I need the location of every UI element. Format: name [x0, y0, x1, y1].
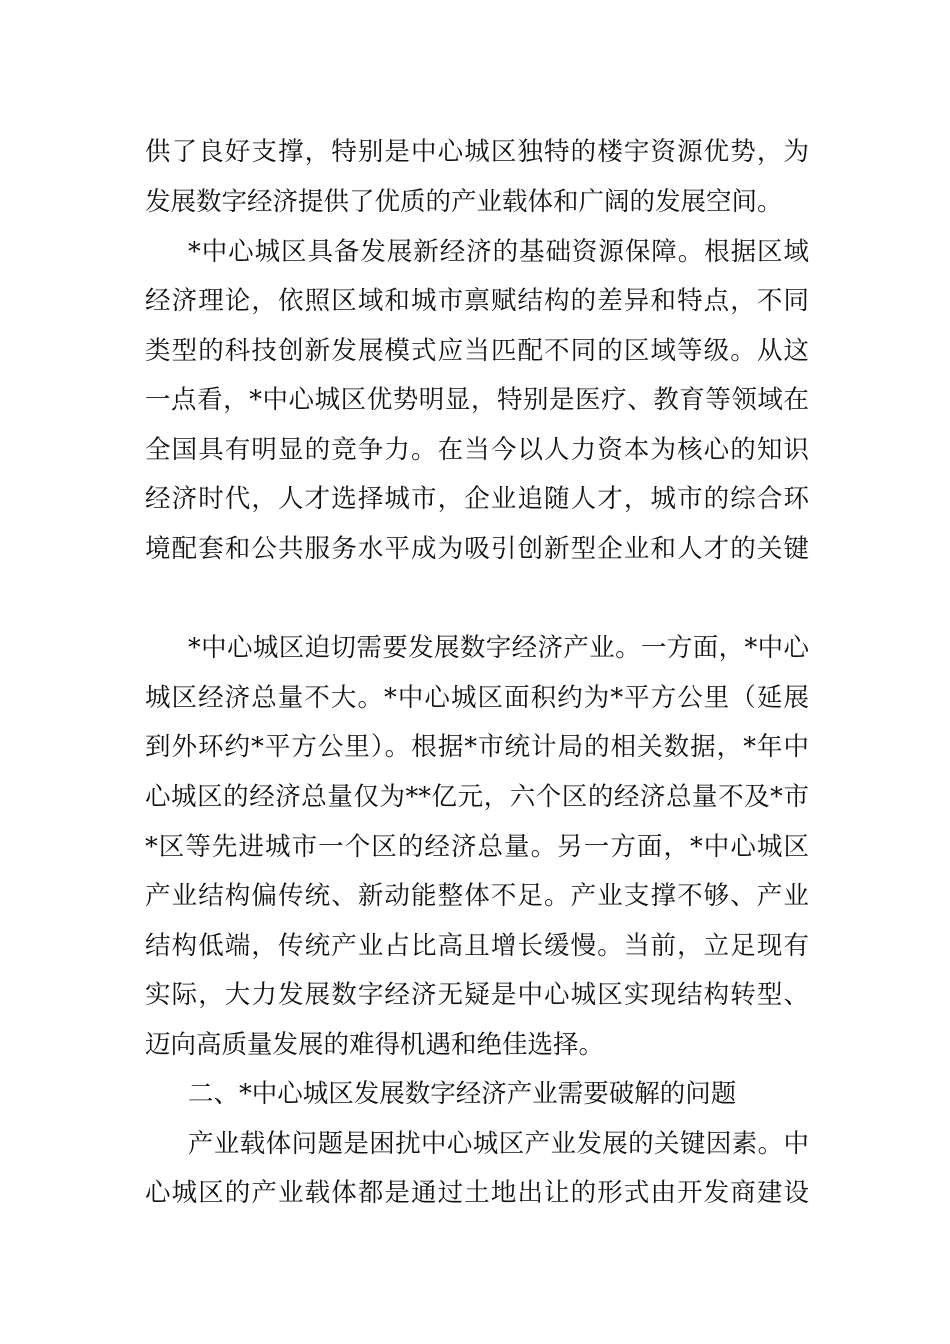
text-line: 类型的科技创新发展模式应当匹配不同的区域等级。从这: [145, 336, 809, 366]
text-line: 发展数字经济提供了优质的产业载体和广阔的发展空间。: [145, 187, 783, 217]
text-line: 迈向高质量发展的难得机遇和绝佳选择。: [145, 1030, 605, 1060]
paragraph-first-line: *中心城区具备发展新经济的基础资源保障。根据区域: [188, 237, 809, 267]
text-line: 经济理论，依照区域和城市禀赋结构的差异和特点，不同: [145, 286, 809, 316]
text-line: 心城区的产业载体都是通过土地出让的形式由开发商建设: [145, 1178, 809, 1208]
section-heading: 二、*中心城区发展数字经济产业需要破解的问题: [188, 1079, 737, 1109]
text-line: 产业结构偏传统、新动能整体不足。产业支撑不够、产业: [145, 881, 809, 911]
text-line: *区等先进城市一个区的经济总量。另一方面，*中心城区: [145, 832, 809, 862]
paragraph-first-line: 产业载体问题是困扰中心城区产业发展的关键因素。中: [188, 1129, 809, 1159]
text-line: 结构低端，传统产业占比高且增长缓慢。当前，立足现有: [145, 931, 809, 961]
text-line: 一点看，*中心城区优势明显，特别是医疗、教育等领域在: [145, 385, 809, 415]
paragraph-first-line: *中心城区迫切需要发展数字经济产业。一方面，*中心: [188, 633, 809, 663]
text-line: 供了良好支撑，特别是中心城区独特的楼宇资源优势，为: [145, 137, 809, 167]
text-line: 经济时代，人才选择城市，企业追随人才，城市的综合环: [145, 484, 809, 514]
text-line: 城区经济总量不大。*中心城区面积约为*平方公里（延展: [145, 683, 809, 713]
text-line: 到外环约*平方公里）。根据*市统计局的相关数据，*年中: [145, 732, 809, 762]
text-line: 实际，大力发展数字经济无疑是中心城区实现结构转型、: [145, 980, 809, 1010]
text-line: 境配套和公共服务水平成为吸引创新型企业和人才的关键: [145, 534, 809, 564]
text-line: 全国具有明显的竞争力。在当今以人力资本为核心的知识: [145, 435, 809, 465]
text-line: 心城区的经济总量仅为**亿元，六个区的经济总量不及*市: [145, 782, 809, 812]
